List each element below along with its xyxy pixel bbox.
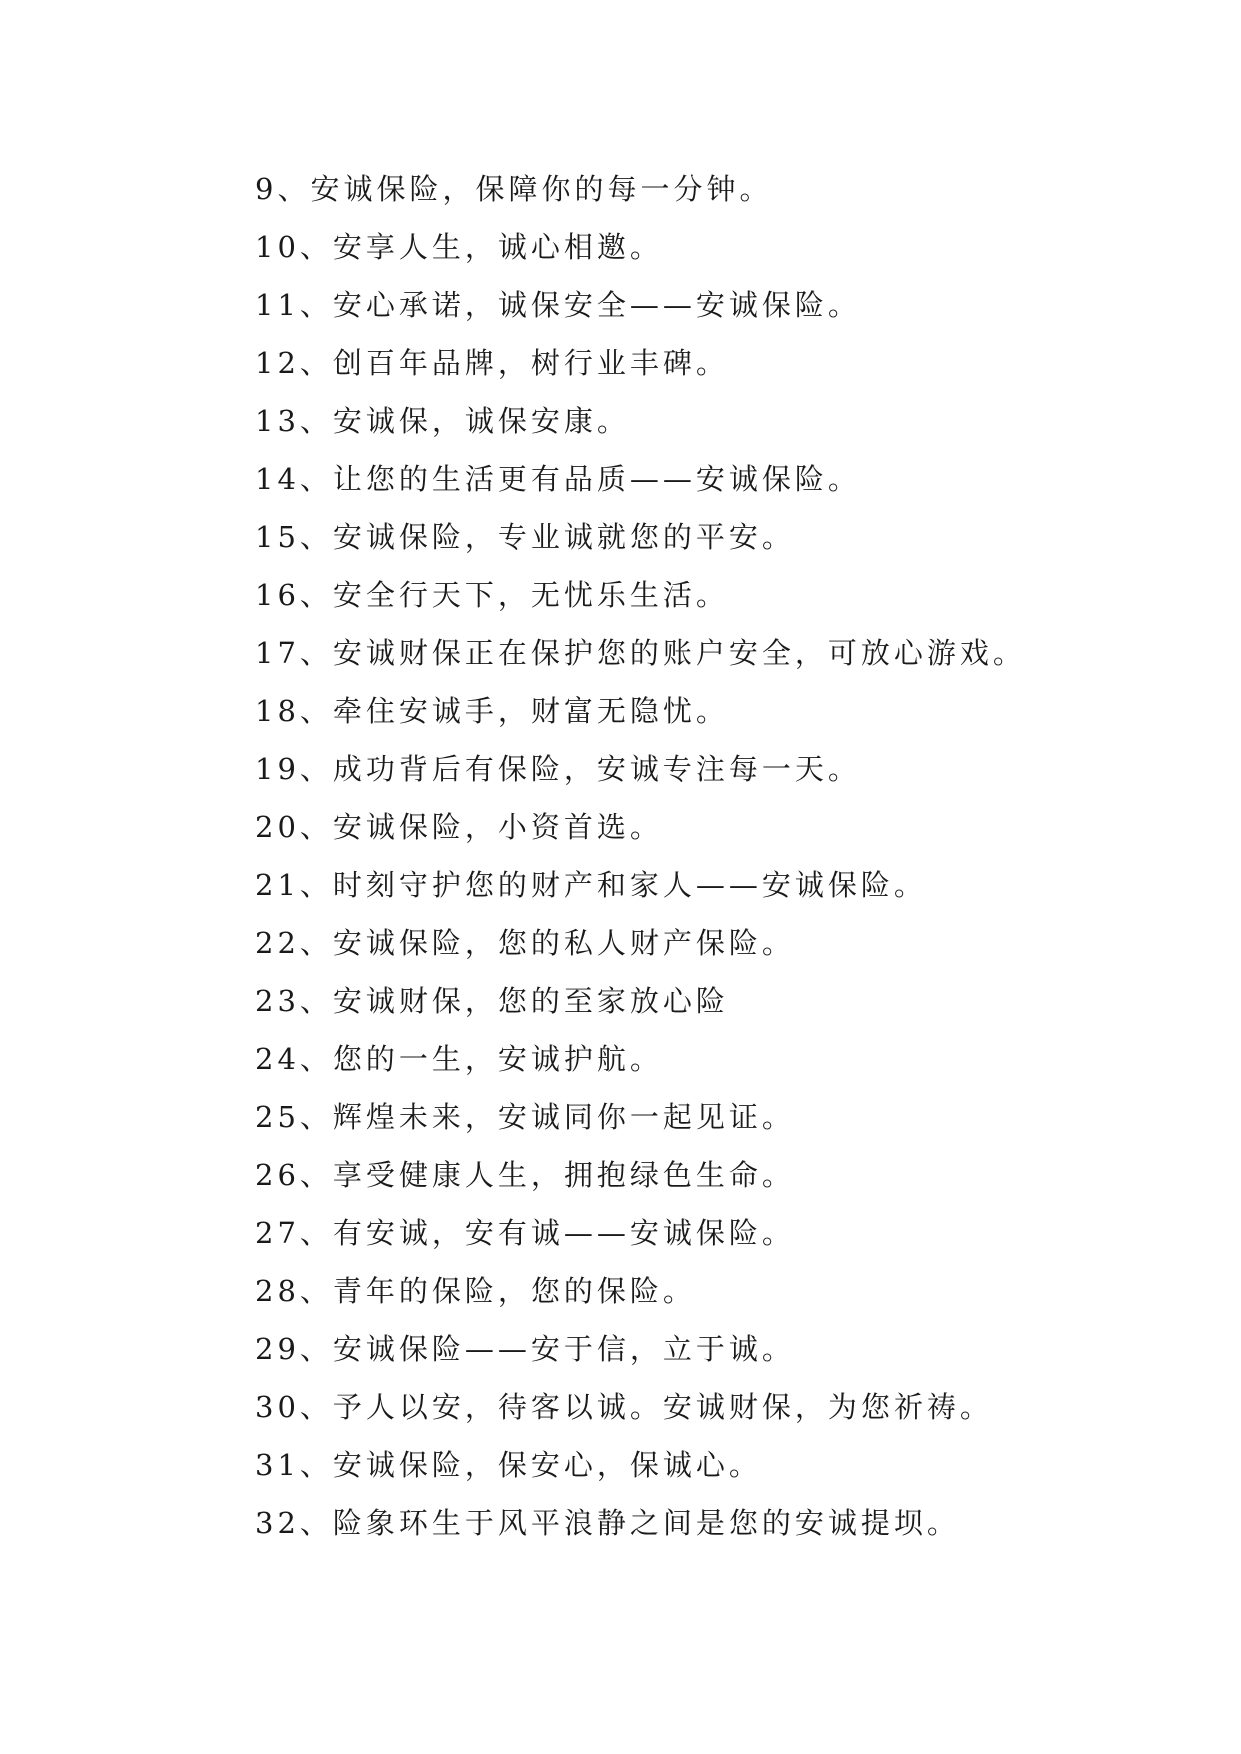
slogan-list [255, 160, 1026, 1552]
list-item: 21、时刻守护您的财产和家人——安诚保险。 [255, 868, 927, 902]
list-item: 12、创百年品牌，树行业丰碑。 [255, 346, 729, 380]
list-item: 13、安诚保，诚保安康。 [255, 404, 630, 438]
list-item: 22、安诚保险，您的私人财产保险。 [255, 926, 795, 960]
list-item: 31、安诚保险，保安心，保诚心。 [255, 1448, 762, 1482]
list-item: 11、安心承诺，诚保安全——安诚保险。 [255, 288, 861, 322]
list-item: 15、安诚保险，专业诚就您的平安。 [255, 520, 795, 554]
list-item: 25、辉煌未来，安诚同你一起见证。 [255, 1100, 795, 1134]
list-item: 29、安诚保险——安于信，立于诚。 [255, 1332, 795, 1366]
list-item: 27、有安诚，安有诚——安诚保险。 [255, 1216, 795, 1250]
list-item: 14、让您的生活更有品质——安诚保险。 [255, 462, 861, 496]
list-item: 18、牵住安诚手，财富无隐忧。 [255, 694, 729, 728]
list-item: 32、险象环生于风平浪静之间是您的安诚提坝。 [255, 1506, 960, 1540]
list-item: 10、安享人生，诚心相邀。 [255, 230, 663, 264]
list-item: 17、安诚财保正在保护您的账户安全，可放心游戏。 [255, 636, 1026, 670]
list-item: 30、予人以安，待客以诚。安诚财保，为您祈祷。 [255, 1390, 993, 1424]
list-item: 9、安诚保险，保障你的每一分钟。 [255, 172, 773, 206]
list-item: 20、安诚保险，小资首选。 [255, 810, 663, 844]
list-item: 19、成功背后有保险，安诚专注每一天。 [255, 752, 861, 786]
list-item: 28、青年的保险，您的保险。 [255, 1274, 696, 1308]
list-item: 26、享受健康人生，拥抱绿色生命。 [255, 1158, 795, 1192]
list-item: 23、安诚财保，您的至家放心险 [255, 984, 729, 1018]
list-item: 16、安全行天下，无忧乐生活。 [255, 578, 729, 612]
list-item: 24、您的一生，安诚护航。 [255, 1042, 663, 1076]
